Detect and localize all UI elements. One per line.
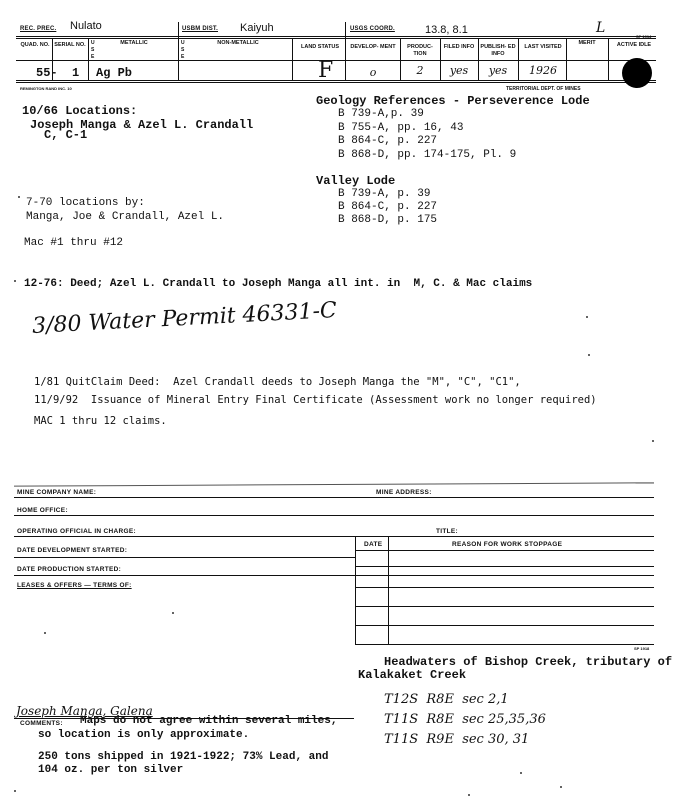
valley-ref: B 868-D, p. 175 [338,214,438,226]
row-serial: 1 [72,66,80,80]
col-last-visited: LAST VISITED [524,44,562,50]
usgs-coord-label: USGS COORD. [350,26,395,32]
col-production: PRODUC- TION [407,44,433,57]
geo-refs [338,108,516,162]
col-serial-no: SERIAL NO. [54,42,86,48]
comments-line-1: Maps do not agree within several miles, [80,715,338,727]
township-3: T11S R9E sec 30, 31 [384,732,530,747]
col-published-info: PUBLISH- ED INFO [480,44,516,57]
quitclaim-line-2: MAC 1 thru 12 claims. [34,415,167,427]
punch-hole [622,58,652,88]
col-metallic: METALLIC [120,40,148,46]
valley-ref: B 739-A, p. 39 [338,188,431,200]
geo-ref: B 864-C, p. 227 [338,135,438,147]
loc-1066: 10/66 Locations: [22,104,138,118]
row-last-visited: 1926 [529,64,557,77]
row-filed: yes [449,64,469,77]
usbm-dist-value: Kaiyuh [240,22,274,34]
use-letters-nonmetallic: U S E [181,40,185,60]
col-filed-info: FILED INFO [443,44,475,50]
row-quad: 55- [36,66,58,80]
usgs-coord-value: 13.8, 8.1 [425,24,468,36]
col-quad-no: QUAD. NO. [20,42,50,48]
date-prod-label: DATE PRODUCTION STARTED: [17,566,122,573]
water-permit: 3/80 Water Permit 46331-C [31,298,338,339]
township-1: T12S R8E sec 2,1 [384,692,509,707]
loc-770: 7-70 locations by: [26,197,145,209]
deed-1276: 12-76: Deed; Azel L. Crandall to Joseph Manga all int. in M, C. & Mac claims [24,278,533,290]
row-development: o [369,66,377,79]
geo-ref: B 739-A,p. 39 [338,108,424,120]
title-label: TITLE: [436,528,459,535]
date-col-label: DATE [364,541,383,548]
operating-official-label: OPERATING OFFICIAL IN CHARGE: [17,528,136,535]
comments-label: COMMENTS: [20,720,63,727]
mine-company-label: MINE COMPANY NAME: [17,489,97,496]
loc-770-names: Manga, Joe & Crandall, Azel L. [26,211,225,223]
loc-names: Joseph Manga & Azel L. Crandall [30,118,254,132]
comments-line-3: 250 tons shipped in 1921-1922; 73% Lead, and [38,751,329,763]
mine-address-label: MINE ADDRESS: [376,489,432,496]
use-letters-metallic: U S E [91,40,95,60]
comments-line-2: so location is only approximate. [38,729,250,741]
col-development: DEVELOP- MENT [350,44,396,50]
loc-claims: C, C-1 [44,128,88,142]
valley-title: Valley Lode [316,174,396,188]
corner-mark: L [596,20,606,36]
valley-ref: B 864-C, p. 227 [338,201,438,213]
geo-ref: B 868-D, pp. 174-175, Pl. 9 [338,148,517,161]
row-published: yes [488,64,508,77]
location-line-2: Kalakaket Creek [358,668,467,682]
valley-refs [338,188,437,227]
usbm-dist-label: USBM DIST. [182,26,219,32]
mac-claims: Mac #1 thru #12 [24,237,124,249]
comments-line-4: 104 oz. per ton silver [38,764,184,776]
row-production: 2 [416,64,424,77]
row-metallic: Ag Pb [96,66,133,80]
township-2: T11S R8E sec 25,35,36 [384,712,546,727]
printer-note: REMINGTON RAND INC. 10 [20,86,72,91]
reason-label: REASON FOR WORK STOPPAGE [452,541,563,548]
geo-title: Geology References - Perseverence Lode [316,94,590,108]
home-office-label: HOME OFFICE: [17,507,68,514]
leases-label: LEASES & OFFERS — TERMS OF: [17,582,132,589]
territorial-note: TERRITORIAL DEPT. OF MINES [506,86,581,92]
rec-prec-label: REC. PREC. [20,26,57,32]
col-nonmetallic: NON-METALLIC [217,40,259,46]
rec-prec-value: Nulato [70,20,102,32]
date-dev-label: DATE DEVELOPMENT STARTED: [17,547,128,554]
owner-signature: Joseph Manga, Galena [16,704,153,718]
row-land-status: F [318,58,334,83]
col-merit: MERIT [578,40,596,46]
location-line-1: Headwaters of Bishop Creek, tributary of [384,655,673,669]
form-number-2: SP 1918 [634,646,650,651]
issuance: 11/9/92 Issuance of Mineral Entry Final Certificate (Assessment work no longer required) [34,394,597,406]
col-land-status: LAND STATUS [301,44,339,50]
geo-ref: B 755-A, pp. 16, 43 [338,121,464,134]
quitclaim-line-1: 1/81 QuitClaim Deed: Azel Crandall deeds to Joseph Manga the "M", "C", "C1", [34,376,521,388]
col-active-idle: ACTIVE IDLE [616,42,652,48]
